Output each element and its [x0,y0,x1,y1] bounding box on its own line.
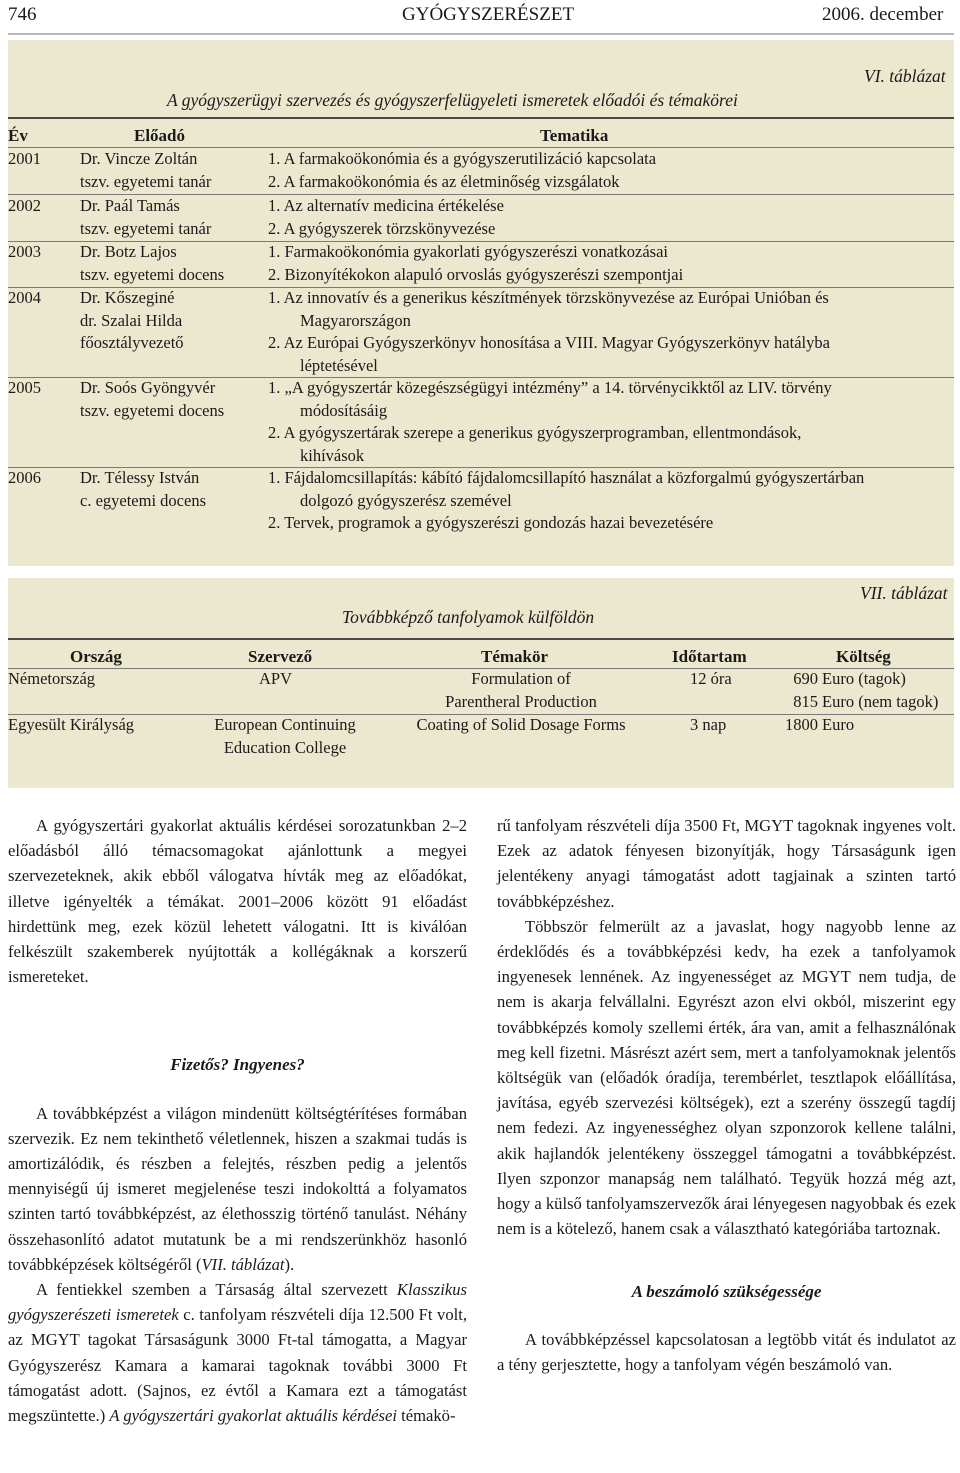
table-row-cost-unit: Euro (tagok) Euro (nem tagok) [822,669,939,711]
table-6-header-year: Év [8,126,28,145]
table-row-cost-unit: Euro [822,715,855,734]
table-row-duration: 12 óra [690,669,732,688]
table-row-year: 2004 [8,288,41,307]
table-6-label: VI. táblázat [864,66,946,86]
table-row-year: 2001 [8,149,41,168]
table-row-speaker: Dr. Botz Lajos tszv. egyetemi docens [80,242,225,284]
subheading: Fizetős? Ingyenes? [170,1055,305,1075]
table-7-header-topic: Témakör [481,647,549,666]
journal-title: GYÓGYSZERÉSZET [402,4,575,25]
page-header [0,0,960,34]
table-row-topics: 1. Fájdalomcsillapítás: kábító fájdalomcsillapító használat a közforgalmú gyógyszertárban dolgozó gyógyszerész szemével 2. Tervek, programok a gyógyszerészi gondozás hazai bevezetésére [268,468,865,532]
paragraph: A fentiekkel szemben a Társaság által szervezett Klasszikus gyógyszerészeti ismeretek c. tanfolyam részvételi díja 12.500 Ft volt, az MGYT tagokat Társaságunk 3000 Ft-tal támogatta, a Magyar Gyógyszerész Kamara a kamarai tagoknak további 3000 Ft támogatást adott. (Sajnos, ez évtől a Kamara ezt a támogatást megszüntette.) A gyógyszertári gyakorlat aktuális kérdései témakö- [8,1280,468,1426]
table-row-organizer: European Continuing Education College [214,715,356,757]
header-rule [8,33,954,35]
table-7-header-organizer: Szervező [248,647,313,666]
issue-date: 2006. december [822,4,944,25]
table-row-year: 2006 [8,468,41,487]
page-number: 746 [8,4,37,25]
table-7-header-country: Ország [70,647,122,666]
table-row-topics: 1. Az innovatív és a generikus készítmények törzskönyvezése az Európai Unióban és Magyarországon 2. Az Európai Gyógyszerkönyv honosítása a VIII. Magyar Gyógyszerkönyv hatályba léptetésével [268,288,830,375]
table-7-header-duration: Időtartam [672,647,747,666]
left-column [8,813,467,1428]
table-row-year: 2003 [8,242,41,261]
table-row-topics: 1. Az alternatív medicina értékelése 2. A gyógyszerek törzskönyvezése [268,196,504,238]
table-6-caption: A gyógyszerügyi szervezés és gyógyszerfelügyeleti ismeretek előadói és témakörei [167,90,738,110]
table-row-speaker: Dr. Paál Tamás tszv. egyetemi tanár [80,196,212,238]
table-row-country: Egyesült Királyság [8,715,135,734]
table-row-speaker: Dr. Kőszeginé dr. Szalai Hilda főosztályvezető [80,288,184,352]
table-row-cost-amount: 690 815 [793,669,818,711]
table-7-label: VII. táblázat [860,583,948,603]
table-row-duration: 3 nap [690,715,727,734]
table-row-topic: Coating of Solid Dosage Forms [416,715,626,734]
table-row-topics: 1. „A gyógyszertár közegészségügyi intézmény” a 14. törvénycikktől az LIV. törvény módosításáig 2. A gyógyszertárak szerepe a generikus gyógyszerprogramban, ellentmondások, kihívások [268,378,832,465]
paragraph: A gyógyszertári gyakorlat aktuális kérdései sorozatunkban 2–2 előadásból álló témacsomagokat ajánlottunk a megyei szervezeteknek, akik ebből válogatva hívták meg az előadókat, illetve igényelték a témákat. 2001–2006 között 91 előadást hirdettünk meg, ezek közül lehetett válogatni. Itt is kiválóan felkészült szakemberek nyújtották a kollégáknak a korszerű ismereteket. [8,816,467,987]
table-row-cost-amount: 1800 [785,715,818,734]
table-7-top-rule [8,638,954,640]
paragraph: A továbbképzést a világon mindenütt költségtérítéses formában szervezik. Ez nem tekinthető véletlennek, hiszen a szakmai tudás is amortizálódik, és részben a felejtés, részben pedig a jelentős mennyiségű új ismeret megjelenése teszi indokolttá a folyamatos szinten tartó továbbképzést, az élethosszig történő tanulást. Néhány összehasonlító adatot mutatunk be a mi rendszerünkhöz hasonló továbbképzések költségéről (VII. táblázat). [8,1103,467,1274]
subheading: A beszámoló szükségessége [631,1282,822,1302]
paragraph: rű tanfolyam részvételi díja 3500 Ft, MGYT tagoknak ingyenes volt. Ezek az adatok fényesen bizonyítják, hogy Társaságunk igen jelentékeny anyagi támogatást adott tagjainak a szinten tartó továbbképzéshez. [497,816,956,911]
table-6-top-rule [8,117,954,119]
table-row-year: 2005 [8,378,41,397]
table-row-topics: 1. Farmakoökonómia gyakorlati gyógyszerészi vonatkozásai 2. Bizonyítékokon alapuló orvoslás gyógyszerészi szempontjai [268,242,684,284]
table-row-topics: 1. A farmakoökonómia és a gyógyszerutilizáció kapcsolata 2. A farmakoökonómia és az életminőség vizsgálatok [268,149,657,191]
table-row-speaker: Dr. Télessy István c. egyetemi docens [80,468,206,510]
table-row-organizer: APV [259,669,293,688]
table-7-header-cost: Költség [836,647,891,666]
paragraph: A továbbképzéssel kapcsolatosan a legtöbb vitát és indulatot az a tény gerjesztette, hogy a tanfolyam végén beszámoló van. [497,1329,956,1374]
table-6-header-topics: Tematika [540,126,609,145]
table-7-caption: Továbbképző tanfolyamok külföldön [342,607,595,627]
table-row-speaker: Dr. Vincze Zoltán tszv. egyetemi tanár [80,149,212,191]
table-row-year: 2002 [8,196,41,215]
paragraph: Többször felmerült az a javaslat, hogy nagyobb lenne az érdeklődés és a továbbképzési kedv, ha ezek a tanfolyamok ingyenesek lennének. Az ingyenességet az MGYT nem tudja, de nem is akarja felvállalni. Egyrészt azon elvi okból, miszerint egy továbbképzés komoly szellemi érték, ára van, amit a felhasználónak meg kell fizetni. Másrészt azért sem, mert a tanfolyamoknak jelentős költségük van (előadók óradíja, terembérlet, tesztlapok előállítása, javítása, egyéb szervezési költségek), ezt a szerény összegű tagdíj nem fedezi. Az ingyenességhez olyan szponzorok kellene találni, akik hajlandók jelentékeny összeggel támogatni a továbbképzést. Ilyen szponzor manapság nem található. Tegyük hozzá még azt, hogy a külső tanfolyamszervezők árai lényegesen nagyobbak és ezek nem is a kötelező, hanem csak a választható kategóriába tartoznak. [497,916,956,1239]
right-column [497,813,956,1377]
table-row-topic: Formulation of Parentheral Production [445,669,597,711]
table-row-country: Németország [8,669,96,688]
table-row-speaker: Dr. Soós Gyöngyvér tszv. egyetemi docens [80,378,225,420]
table-6-header-speaker: Előadó [134,126,186,145]
